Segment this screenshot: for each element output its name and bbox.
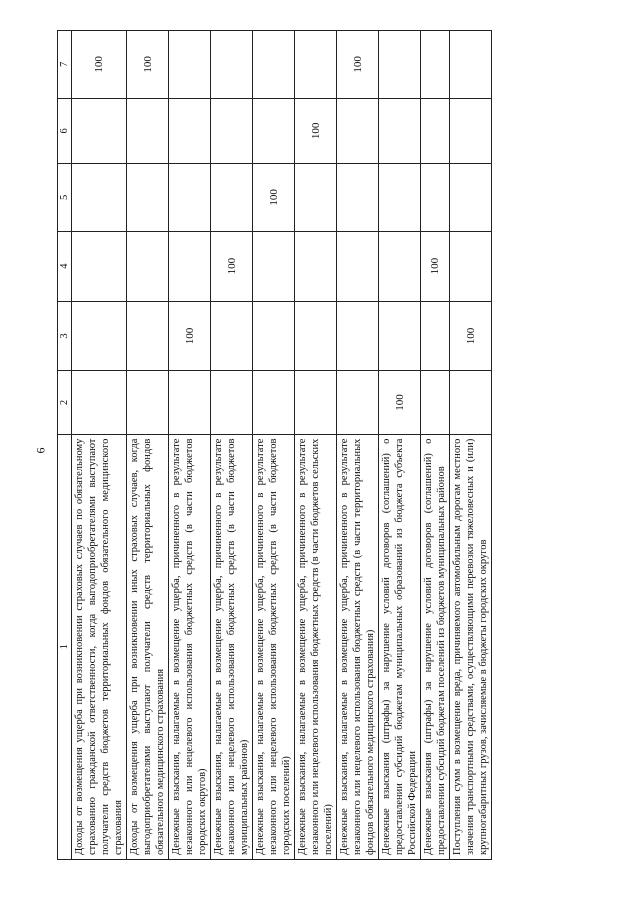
rotated-content bbox=[57, 30, 547, 860]
cell-col-2 bbox=[421, 371, 450, 434]
row-description: Денежные взыскания, налагаемые в возмещение ущерба, причиненного в результате незаконного или нецелевого использования бюджетных средств (в части бюджетов городских округов) bbox=[169, 434, 211, 859]
cell-col-3 bbox=[127, 301, 169, 371]
cell-col-4 bbox=[295, 231, 337, 301]
revenue-distribution-table bbox=[57, 30, 492, 860]
page-number: 6 bbox=[33, 447, 48, 454]
row-description: Денежные взыскания, налагаемые в возмещение ущерба, причиненного в результате незаконного или нецелевого использования бюджетных средств (в части территориальных фондов обязательного медицинского страхования) bbox=[337, 434, 379, 859]
cell-col-6 bbox=[450, 98, 492, 163]
table-row bbox=[72, 31, 127, 860]
table-row bbox=[379, 31, 421, 860]
row-description: Денежные взыскания, налагаемые в возмещение ущерба, причиненного в результате незаконного или нецелевого использования бюджетных средств (в части бюджетов городских поселений) bbox=[253, 434, 295, 859]
cell-col-2 bbox=[169, 371, 211, 434]
table-row bbox=[337, 31, 379, 860]
cell-col-3: 100 bbox=[450, 301, 492, 371]
cell-col-4 bbox=[253, 231, 295, 301]
cell-col-3 bbox=[72, 301, 127, 371]
cell-col-6 bbox=[379, 98, 421, 163]
table-row bbox=[253, 31, 295, 860]
header-col-4: 4 bbox=[58, 231, 72, 301]
cell-col-5 bbox=[72, 164, 127, 232]
cell-col-7: 100 bbox=[72, 31, 127, 99]
cell-col-5 bbox=[211, 164, 253, 232]
cell-col-4 bbox=[379, 231, 421, 301]
cell-col-6 bbox=[337, 98, 379, 163]
cell-col-5 bbox=[421, 164, 450, 232]
cell-col-2 bbox=[253, 371, 295, 434]
row-description: Денежные взыскания, налагаемые в возмещение ущерба, причиненного в результате незаконного или нецелевого использования бюджетных средств (в части бюджетов муниципальных районов) bbox=[211, 434, 253, 859]
cell-col-5 bbox=[450, 164, 492, 232]
header-col-5: 5 bbox=[58, 164, 72, 232]
cell-col-3 bbox=[337, 301, 379, 371]
cell-col-5 bbox=[379, 164, 421, 232]
cell-col-2 bbox=[337, 371, 379, 434]
cell-col-3 bbox=[211, 301, 253, 371]
cell-col-2: 100 bbox=[379, 371, 421, 434]
cell-col-4: 100 bbox=[211, 231, 253, 301]
cell-col-4: 100 bbox=[421, 231, 450, 301]
cell-col-7 bbox=[421, 31, 450, 99]
cell-col-7: 100 bbox=[127, 31, 169, 99]
cell-col-6 bbox=[253, 98, 295, 163]
cell-col-4 bbox=[450, 231, 492, 301]
cell-col-5 bbox=[127, 164, 169, 232]
header-col-1: 1 bbox=[58, 434, 72, 859]
cell-col-4 bbox=[72, 231, 127, 301]
table-row bbox=[421, 31, 450, 860]
row-description: Доходы от возмещения ущерба при возникновении иных страховых случаев, когда выгодоприобретателями выступают получатели средств территориальных фондов обязательного медицинского страхования bbox=[127, 434, 169, 859]
cell-col-2 bbox=[450, 371, 492, 434]
cell-col-7 bbox=[450, 31, 492, 99]
row-description: Доходы от возмещения ущерба при возникновении страховых случаев по обязательному страхованию гражданской ответственности, когда выгодоприобретателями выступают получатели средств бюджетов территориальных фондов обязательного медицинского страхования bbox=[72, 434, 127, 859]
cell-col-3 bbox=[295, 301, 337, 371]
header-col-6: 6 bbox=[58, 98, 72, 163]
cell-col-6 bbox=[169, 98, 211, 163]
cell-col-2 bbox=[127, 371, 169, 434]
cell-col-7 bbox=[211, 31, 253, 99]
cell-col-2 bbox=[211, 371, 253, 434]
cell-col-4 bbox=[337, 231, 379, 301]
cell-col-6: 100 bbox=[295, 98, 337, 163]
table-row bbox=[169, 31, 211, 860]
table-row bbox=[211, 31, 253, 860]
header-col-2: 2 bbox=[58, 371, 72, 434]
cell-col-4 bbox=[169, 231, 211, 301]
header-col-3: 3 bbox=[58, 301, 72, 371]
cell-col-5 bbox=[337, 164, 379, 232]
cell-col-6 bbox=[127, 98, 169, 163]
cell-col-3: 100 bbox=[169, 301, 211, 371]
cell-col-3 bbox=[253, 301, 295, 371]
row-description: Денежные взыскания (штрафы) за нарушение условий договоров (соглашений) о предоставлении субсидий бюджетам муниципальных образований из бюджета субъекта Российской Федерации bbox=[379, 434, 421, 859]
table-row bbox=[450, 31, 492, 860]
cell-col-6 bbox=[72, 98, 127, 163]
cell-col-3 bbox=[421, 301, 450, 371]
cell-col-7 bbox=[295, 31, 337, 99]
header-col-7: 7 bbox=[58, 31, 72, 99]
cell-col-7 bbox=[169, 31, 211, 99]
rotated-page bbox=[57, 30, 547, 860]
cell-col-2 bbox=[72, 371, 127, 434]
cell-col-7 bbox=[253, 31, 295, 99]
row-description: Денежные взыскания, налагаемые в возмещение ущерба, причиненного в результате незаконного или нецелевого использования бюджетных средств (в части бюджетов сельских поселений) bbox=[295, 434, 337, 859]
cell-col-6 bbox=[421, 98, 450, 163]
header-row bbox=[58, 31, 72, 860]
cell-col-6 bbox=[211, 98, 253, 163]
cell-col-5: 100 bbox=[253, 164, 295, 232]
cell-col-7: 100 bbox=[337, 31, 379, 99]
cell-col-3 bbox=[379, 301, 421, 371]
cell-col-4 bbox=[127, 231, 169, 301]
row-description: Денежные взыскания (штрафы) за нарушение условий договоров (соглашений) о предоставлении субсидий бюджетам поселений из бюджетов муниципальных районов bbox=[421, 434, 450, 859]
table-row bbox=[295, 31, 337, 860]
cell-col-5 bbox=[169, 164, 211, 232]
cell-col-7 bbox=[379, 31, 421, 99]
cell-col-5 bbox=[295, 164, 337, 232]
table-row bbox=[127, 31, 169, 860]
row-description: Поступления сумм в возмещение вреда, причиняемого автомобильным дорогам местного значения транспортными средствами, осуществляющими перевозки тяжеловесных и (или) крупногабаритных грузов, зачисляемые в бюджеты городских округов bbox=[450, 434, 492, 859]
cell-col-2 bbox=[295, 371, 337, 434]
